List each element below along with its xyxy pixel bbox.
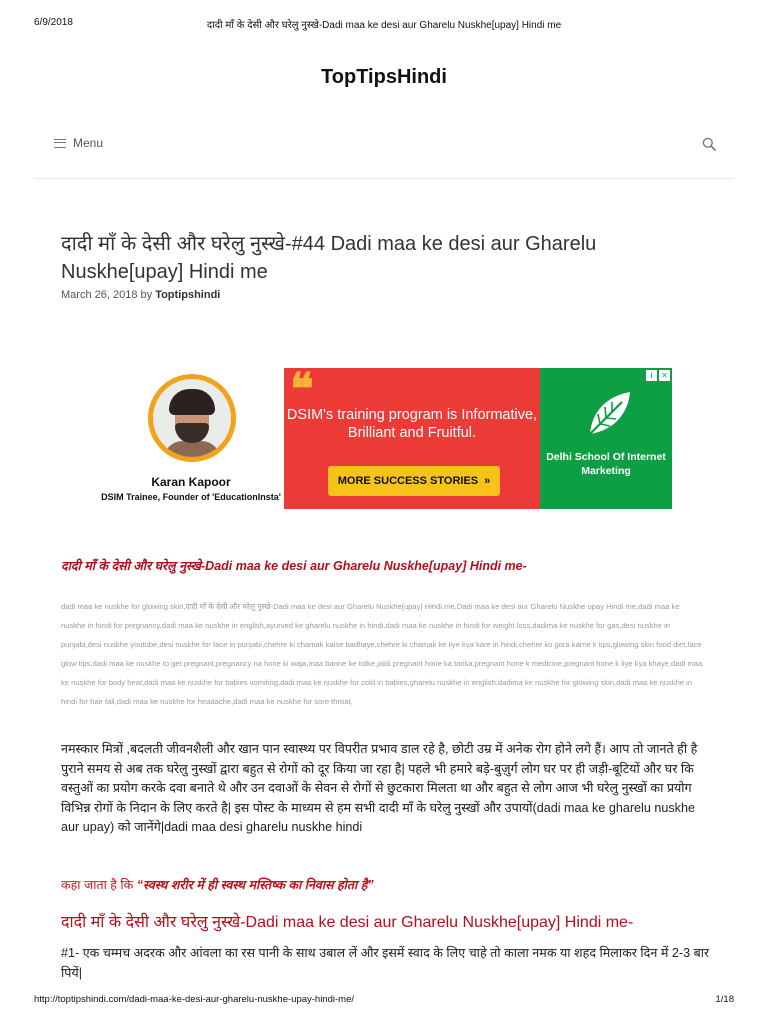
saying-quote: “स्वस्थ शरीर में ही स्वस्थ मस्तिष्क का निवास होता है” — [136, 878, 374, 892]
menu-label: Menu — [73, 136, 104, 150]
print-header — [34, 17, 734, 33]
info-icon[interactable]: i — [646, 370, 657, 381]
keywords-paragraph: dadi maa ke nuskhe for glowing skin,दादी माँ के देसी और घरेलु नुस्खे-Dadi maa ke desi aur Gharelu Nuskhe[upay] Hindi me,Dadi maa ke desi aur Gharelu Nuskhe upay Hindi me,dadi maa ke nuskhe in hindi for pregnancy,dadi maa ke nuskhe in english,ayurved ke gharelu nuskhe in hindi,dadi maa ke nuskhe in hindi for weight loss,dadima ke nuskhe for gas,desi nuskhe in punjabi,desi nuskhe youtube,desi nuskhe for face in punjabi,chehre ki chamak kaise badhaye,chehre ki chamak ke liye kya kare in hindi,chehre ko gora karne k tips,glowing skin food diet,face glow tips,dadi maa ke nuskhe to get pregnant,pregnancy na hone ki waja,maa banne ke totke,jaldi pregnant hone ka tarika,pregnant hone k medicine,pregnant hone k liye kya khaye,dadi maa ke nuskhe for body heat,dadi maa ke nuskhe for babies vomiting,dadi maa ke nuskhe for cold in babies,gharelu nuskhe in english,dadima ke nuskhe for glowing skin,dadi maa ke nuskhe in hindi for hair fall,dadi maa ke nuskhe for headache,dadi maa ke nuskhe for sore throat, — [61, 602, 703, 706]
saying-prefix: कहा जाता है कि — [61, 878, 134, 892]
ad-headline: DSIM's training program is Informative, Brilliant and Fruitful. — [286, 407, 538, 441]
ad-cta-button[interactable] — [328, 466, 500, 496]
ad-cta-label: MORE SUCCESS STORIES — [337, 475, 479, 487]
tip-item: #1- एक चम्मच अदरक और आंवला का रस पानी के साथ उबाल लें और इसमें स्वाद के लिए चाहे तो काला नमक या शहद मिलाकर दिन में 2-3 बार पियें| — [61, 946, 710, 980]
post-date: March 26, 2018 — [61, 289, 138, 301]
ad-testimonial — [98, 368, 284, 509]
ad-person-name: Karan Kapoor — [151, 475, 231, 489]
quote-icon: ❝ — [290, 368, 314, 415]
print-url: http://toptipshindi.com/dadi-maa-ke-desi-aur-gharelu-nuskhe-upay-hindi-me/ — [34, 994, 354, 1005]
saying-line — [61, 876, 374, 893]
adchoices[interactable] — [646, 370, 670, 381]
double-chevron-icon: » — [484, 475, 491, 487]
ad-person-role: DSIM Trainee, Founder of 'EducationInsta' — [101, 492, 281, 502]
avatar — [148, 374, 236, 462]
ad-school-name: Delhi School Of Internet Marketing — [546, 451, 666, 477]
intro-paragraph: नमस्कार मित्रों ,बदलती जीवनशैली और खान पान स्वास्थ्य पर विपरीत प्रभाव डाल रहे है, छोटी उम्र में अनेक रोग होने लगे हैं। आप तो जानते ही है पुराने समय से अब तक घरेलु नुस्खों द्वारा बहुत से रोगों को दूर किया जा रहा है| पहले भी हमारे बड़े-बुज़ुर्ग लोग घर पर ही जड़ी-बूटियों और घर कि वस्तुओं का प्रयोग करके दवा बनाते थे और उन दवाओं के सेवन से रोगों से छुटकारा मिलता था और बहुत से लोग आज भी घरेलु नुस्खों का प्रयोग विभिन्न रोगों के निदान के लिए करते है| इस पोस्ट के माध्यम से हम सभी दादी माँ के घरेलु नुस्खों और उपायों(dadi maa ke gharelu nuskhe aur upay) को जानेंगे|dadi maa desi gharelu nuskhe hindi — [61, 742, 698, 834]
hamburger-icon — [54, 139, 66, 148]
search-icon[interactable] — [702, 137, 716, 151]
ad-banner[interactable] — [98, 368, 672, 509]
navbar — [54, 136, 716, 154]
post-author[interactable]: Toptipshindi — [155, 289, 221, 301]
content-red-heading: दादी माँ के देसी और घरेलु नुस्खे-Dadi maa ke desi aur Gharelu Nuskhe[upay] Hindi me- — [61, 559, 527, 573]
section-heading: दादी माँ के देसी और घरेलु नुस्खे-Dadi maa ke desi aur Gharelu Nuskhe[upay] Hindi me- — [61, 914, 634, 931]
post-meta — [61, 289, 220, 301]
nav-divider — [34, 178, 734, 179]
print-page-number: 1/18 — [715, 994, 734, 1005]
site-title[interactable]: TopTipsHindi — [321, 66, 447, 88]
ad-brand — [540, 368, 672, 509]
close-icon[interactable]: ✕ — [659, 370, 670, 381]
menu-button[interactable] — [54, 136, 103, 150]
post-title: दादी माँ के देसी और घरेलु नुस्खे-#44 Dadi maa ke desi aur Gharelu Nuskhe[upay] Hindi me — [61, 233, 597, 283]
post-by: by — [140, 289, 153, 301]
leaf-logo-icon — [584, 388, 634, 440]
ad-message — [284, 368, 540, 509]
print-doc-title: दादी माँ के देसी और घरेलु नुस्खे-Dadi maa ke desi aur Gharelu Nuskhe[upay] Hindi me — [206, 20, 562, 31]
print-footer — [34, 994, 734, 1008]
print-date: 6/9/2018 — [34, 17, 73, 28]
